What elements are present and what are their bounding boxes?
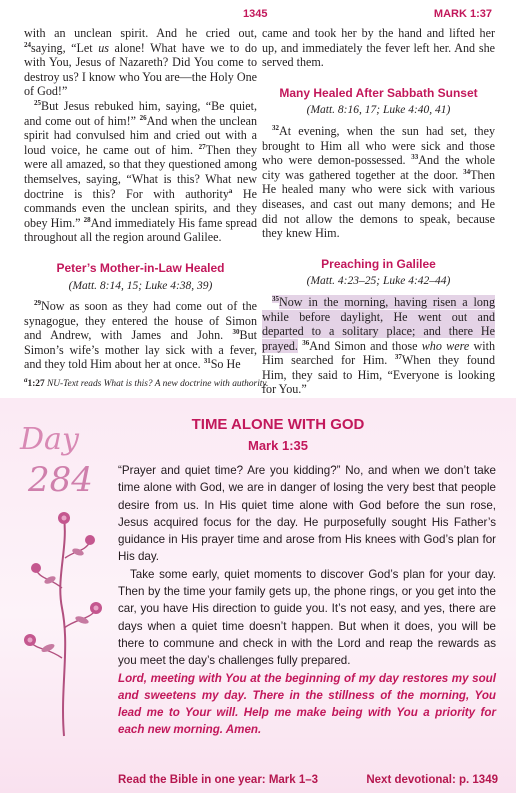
verse-number: 33 <box>411 153 419 162</box>
cross-reference: (Matt. 8:16, 17; Luke 4:40, 41) <box>306 104 451 117</box>
devotional-box <box>0 398 516 793</box>
verse-paragraph <box>262 124 495 241</box>
verse-number: 34 <box>463 167 471 176</box>
cross-reference: (Matt. 8:14, 15; Luke 4:38, 39) <box>68 279 213 292</box>
verse-number: 31 <box>203 357 211 366</box>
devotional-prayer: Lord, meeting with You at the beginning of my day restores my soul and sweetens my day. There in the stillness of the morning, You lead me to Your will. Help me make being with You a priority for each new morning. Amen. <box>118 671 496 737</box>
devotional-title: TIME ALONE WITH GOD <box>191 416 365 433</box>
footnote-text: NU-Text reads What is this? A new doctrine with authority. <box>44 379 269 389</box>
footnote-ref: 1:27 <box>27 379 45 389</box>
verse-paragraph <box>24 99 257 245</box>
verse-number: 29 <box>34 299 41 308</box>
verse-text: And when the unclean spirit had convulsed him and cried out with a loud voice, he came out of him. <box>24 113 257 157</box>
verse-text: At evening, when the sun had set, they brought to Him all who were sick and those who were demon-possessed. <box>262 123 495 168</box>
verse-text: with Him searched for Him. <box>262 338 495 368</box>
verse-text: So He <box>210 357 241 372</box>
verse-text: And Simon and those <box>309 338 422 353</box>
reading-plan: Read the Bible in one year: Mark 1–3 <box>118 774 319 786</box>
verse-text: alone! What have we to do with You, Jesus of Nazareth? Did You come to destroy us? I know who You are—the Holy One of God!” <box>24 40 257 99</box>
italic-text: us <box>98 40 109 55</box>
verse-text: saying, “Let <box>31 40 99 55</box>
verse-number: 32 <box>272 123 279 132</box>
devotional-paragraph: Take some early, quiet moments to discover God’s plan for your day. Then by the time your family gets up, the phone rings, or you get into the car, you have His direction to guide you. It’s not easy, and yes, there are days when a quiet time doesn’t happen. But when it does, you will be there to commune and check in with the Lord and reap the rewards as you meet the day’s challenges fully prepared. <box>118 567 496 668</box>
verse-number: 35 <box>272 294 279 303</box>
verse-text: He commands even the unclean spirits, and they obey Him.” <box>24 186 257 230</box>
section-heading: Many Healed After Sabbath Sunset <box>279 85 478 100</box>
section-heading: Preaching in Galilee <box>321 256 436 271</box>
verse-text: But Jesus rebuked him, saying, “Be quiet, and come out of him!” <box>24 98 257 128</box>
footnote-marker: a <box>24 375 28 384</box>
verse-text: Now in the morning, having risen a long while before daylight, He went out and departed to a solitary place; and there He prayed. <box>262 294 495 353</box>
verse-text: Then they were all amazed, so that they questioned among themselves, saying, “What is this? What new doctrine is this? For with authority <box>24 142 257 201</box>
verse-number: 30 <box>232 328 240 337</box>
section-heading: Peter’s Mother-in-Law Healed <box>56 260 225 275</box>
devotional-footer <box>118 774 498 786</box>
verse-text: And immediately His fame spread throughout all the region around Galilee. <box>24 215 258 245</box>
verse-number: 25 <box>34 98 41 107</box>
right-column <box>262 26 495 397</box>
devotional-paragraph: “Prayer and quiet time? Are you kidding?” No, and when we don’t take time alone with God, we are in danger of losing the very best that people desire from us. In His quiet time alone with God before the sun rose, Jesus acquired focus for the day. He purposefully sought His Father’s guidance in His prayer time and arose from His knees with God’s plan for His day. <box>118 464 496 564</box>
verse-text: When they found Him, they said to Him, “Everyone is looking for You.” <box>262 353 495 397</box>
verse-number: 36 <box>302 338 310 347</box>
cross-reference: (Matt. 4:23–25; Luke 4:42–44) <box>306 275 451 288</box>
day-number: 284 <box>28 460 93 500</box>
verse-number: 28 <box>83 215 91 224</box>
verse-text: Now as soon as they had come out of the synagogue, they entered the house of Simon and Andrew, with James and John. <box>24 299 257 343</box>
verse-paragraph <box>262 26 495 70</box>
devotional-body <box>118 462 496 739</box>
day-label: Day <box>20 422 79 457</box>
next-devotional: Next devotional: p. 1349 <box>366 774 498 786</box>
verse-paragraph <box>24 26 257 99</box>
verse-text: Then He healed many who were sick with various diseases, and cast out many demons; and He did not allow the demons to speak, because they knew Him. <box>262 167 495 241</box>
left-column <box>24 26 257 372</box>
footnote <box>24 375 269 389</box>
flower-decoration-icon <box>12 508 112 738</box>
page-number: 1345 <box>243 8 268 20</box>
verse-paragraph <box>262 295 495 397</box>
italic-text: who were <box>421 338 470 353</box>
verse-number: 24 <box>24 40 31 49</box>
verse-number: a <box>228 186 233 195</box>
verse-number: 27 <box>198 142 206 151</box>
devotional-reference: Mark 1:35 <box>248 438 308 453</box>
verse-text: But Simon’s wife’s mother lay sick with a fever, and they told Him about her at once. <box>24 328 257 372</box>
verse-number: 26 <box>139 113 147 122</box>
verse-paragraph <box>24 299 257 372</box>
verse-text: came and took her by the hand and lifted her up, and immediately the fever left her. And she served them. <box>262 26 495 70</box>
verse-number: 37 <box>394 353 402 362</box>
verse-text: with an unclean spirit. And he cried out, <box>24 26 257 40</box>
chapter-reference: MARK 1:37 <box>433 8 492 20</box>
verse-text: And the whole city was gathered together at the door. <box>262 153 495 182</box>
